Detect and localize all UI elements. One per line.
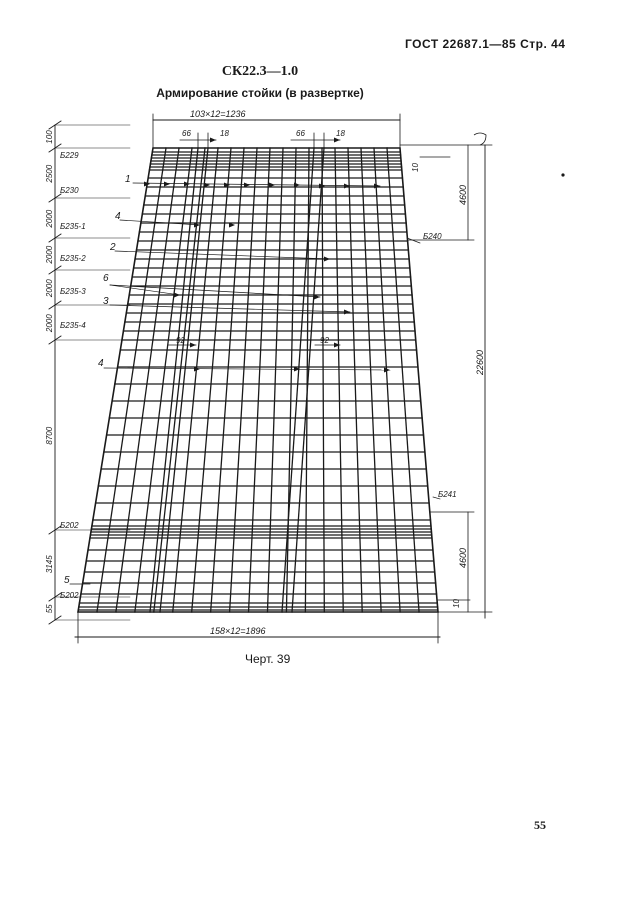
right-lower-dim: 4600 — [458, 547, 468, 568]
right-label-b241: Б241 — [438, 490, 457, 499]
longitudinal-bar — [335, 148, 343, 612]
left-dimension-value: 8700 — [45, 426, 54, 445]
left-bar-labels — [60, 151, 86, 600]
left-dimension-value: 3145 — [45, 555, 54, 574]
right-total-dim: 22600 — [475, 349, 485, 375]
left-bar-label: Б230 — [60, 186, 79, 195]
gap-92-left: 92 — [176, 336, 185, 345]
arrowhead — [164, 182, 170, 187]
left-bar-label: Б235-4 — [60, 321, 86, 330]
arrowhead — [210, 138, 216, 143]
pitch-18-left: 18 — [220, 129, 229, 138]
drawing-subtitle: Армирование стойки (в развертке) — [156, 86, 364, 100]
right-label-b240: Б240 — [423, 232, 442, 241]
longitudinal-bar — [286, 148, 296, 612]
arrowhead — [344, 310, 350, 315]
top-width-dim: 103×12=1236 — [190, 109, 246, 119]
right-upper-dim: 4600 — [458, 184, 468, 205]
right-top-small-dim: 10 — [411, 163, 420, 172]
longitudinal-bar — [150, 148, 198, 612]
left-dimension-value: 2000 — [45, 209, 54, 228]
arrowhead — [374, 184, 380, 189]
left-bar-label: Б235-2 — [60, 254, 86, 263]
pitch-66-right: 66 — [296, 129, 305, 138]
left-dimension-value: 2000 — [45, 245, 54, 264]
longitudinal-bar — [97, 148, 166, 612]
callout-2: 2 — [110, 242, 116, 253]
longitudinal-bar — [116, 148, 179, 612]
pitch-18-right: 18 — [336, 129, 345, 138]
left-bar-label: Б202 — [60, 591, 79, 600]
left-dimension-value: 100 — [45, 130, 54, 144]
longitudinal-bar — [387, 148, 419, 612]
pitch-66-left: 66 — [182, 129, 191, 138]
callout-4a: 4 — [115, 211, 121, 222]
document-header: ГОСТ 22687.1—85 Стр. 44 — [405, 37, 566, 51]
left-dimension-ticks — [49, 121, 130, 624]
arrowhead — [324, 257, 330, 262]
callout-5: 5 — [64, 575, 70, 586]
longitudinal-bars — [97, 148, 419, 612]
right-bottom-small-dim: 10 — [452, 599, 461, 608]
left-dimension-value: 2000 — [45, 279, 54, 298]
arrowhead — [174, 293, 180, 298]
left-dimension-value: 2500 — [45, 164, 54, 183]
callout-1: 1 — [125, 174, 131, 185]
callout-4b: 4 — [98, 358, 104, 369]
longitudinal-bar — [348, 148, 362, 612]
left-bar-label: Б202 — [60, 521, 79, 530]
left-dimension-value: 55 — [45, 604, 54, 614]
longitudinal-bar — [249, 148, 270, 612]
drawing-caption: Черт. 39 — [245, 652, 291, 666]
longitudinal-bar — [230, 148, 257, 612]
longitudinal-bar — [267, 148, 283, 612]
longitudinal-bar — [211, 148, 244, 612]
left-bar-label: Б235-3 — [60, 287, 86, 296]
page-number: 55 — [534, 818, 546, 832]
callout-3: 3 — [103, 296, 109, 307]
gap-92-right: 92 — [320, 336, 329, 345]
longitudinal-bar — [282, 148, 314, 612]
left-dimension-value: 2000 — [45, 314, 54, 333]
drawing-title: СК22.3—1.0 — [221, 64, 299, 79]
callout-6: 6 — [103, 273, 109, 284]
left-bar-label: Б229 — [60, 151, 79, 160]
arrowhead — [334, 138, 340, 143]
bottom-width-dim: 158×12=1896 — [210, 626, 266, 636]
arrowhead — [190, 343, 196, 348]
left-bar-label: Б235-1 — [60, 222, 86, 231]
left-dimension-values — [45, 130, 54, 613]
longitudinal-bar — [322, 148, 324, 612]
